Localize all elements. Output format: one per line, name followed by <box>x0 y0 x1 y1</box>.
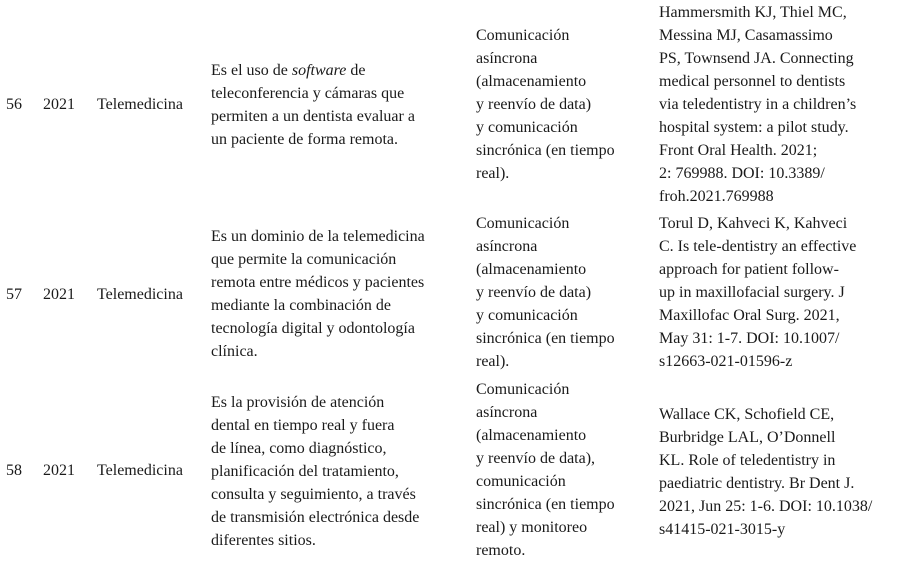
row-year: 2021 <box>43 96 75 113</box>
definition-line: dental en tiempo real y fuera <box>211 417 395 434</box>
definition-line: Es la provisión de atención <box>211 394 385 411</box>
definition-line: planificación del tratamiento, <box>211 463 399 480</box>
reference-line: Wallace CK, Schofield CE, <box>659 406 835 423</box>
reference-line: PS, Townsend JA. Connecting <box>659 50 854 67</box>
type-line: y reenvío de data) <box>476 284 592 301</box>
definition-line: tecnología digital y odontología <box>211 320 415 337</box>
row-number: 56 <box>6 96 22 113</box>
type-line: remoto. <box>476 542 526 559</box>
row-year: 2021 <box>43 462 75 479</box>
type-line: y comunicación <box>476 307 578 324</box>
type-line: (almacenamiento <box>476 73 587 90</box>
definition-line: que permite la comunicación <box>211 251 397 268</box>
reference-line: via teledentistry in a children’s <box>659 96 857 113</box>
reference-line: C. Is tele-dentistry an effective <box>659 238 857 255</box>
row-communication-type <box>476 378 615 562</box>
definition-line: permiten a un dentista evaluar a <box>211 108 415 125</box>
type-line: real). <box>476 165 510 182</box>
reference-line: s12663-021-01596-z <box>659 353 793 370</box>
row-communication-type <box>476 212 615 373</box>
type-line: y comunicación <box>476 119 578 136</box>
reference-line: 2: 769988. DOI: 10.3389/ <box>659 165 825 182</box>
table-row <box>0 0 922 208</box>
type-line: Comunicación <box>476 381 570 398</box>
reference-line: paediatric dentistry. Br Dent J. <box>659 475 855 492</box>
reference-line: Maxillofac Oral Surg. 2021, <box>659 307 840 324</box>
type-line: asíncrona <box>476 404 538 421</box>
row-term: Telemedicina <box>97 286 183 303</box>
type-line: real) y monitoreo <box>476 519 588 536</box>
reference-line: froh.2021.769988 <box>659 188 774 205</box>
definition-line: teleconferencia y cámaras que <box>211 85 405 102</box>
type-line: sincrónica (en tiempo <box>476 330 615 347</box>
definition-line: mediante la combinación de <box>211 297 391 314</box>
row-term: Telemedicina <box>97 96 183 113</box>
definition-line: clínica. <box>211 343 258 360</box>
type-line: y reenvío de data) <box>476 96 592 113</box>
row-reference <box>659 212 856 373</box>
type-line: (almacenamiento <box>476 261 587 278</box>
definition-line: de transmisión electrónica desde <box>211 509 420 526</box>
definition-line: Es un dominio de la telemedicina <box>211 228 425 245</box>
type-line: sincrónica (en tiempo <box>476 496 615 513</box>
type-line: Comunicación <box>476 27 570 44</box>
row-communication-type <box>476 24 615 185</box>
table-row <box>0 378 922 562</box>
reference-line: hospital system: a pilot study. <box>659 119 849 136</box>
reference-line: Messina MJ, Casamassimo <box>659 27 833 44</box>
row-reference <box>659 1 856 208</box>
definition-line: de línea, como diagnóstico, <box>211 440 387 457</box>
type-line: Comunicación <box>476 215 570 232</box>
reference-line: Torul D, Kahveci K, Kahveci <box>659 215 848 232</box>
type-line: (almacenamiento <box>476 427 587 444</box>
row-number: 58 <box>6 462 22 479</box>
type-line: comunicación <box>476 473 566 490</box>
definition-line: un paciente de forma remota. <box>211 131 399 148</box>
reference-line: Front Oral Health. 2021; <box>659 142 818 159</box>
definition-line: diferentes sitios. <box>211 532 316 549</box>
row-reference <box>659 403 872 541</box>
row-number: 57 <box>6 286 22 303</box>
reference-line: medical personnel to dentists <box>659 73 846 90</box>
row-definition <box>211 225 425 363</box>
definition-line: consulta y seguimiento, a través <box>211 486 416 503</box>
reference-line: 2021, Jun 25: 1-6. DOI: 10.1038/ <box>659 498 873 515</box>
row-year: 2021 <box>43 286 75 303</box>
reference-line: KL. Role of teledentistry in <box>659 452 836 469</box>
reference-line: up in maxillofacial surgery. J <box>659 284 845 301</box>
reference-line: Burbridge LAL, O’Donnell <box>659 429 836 446</box>
reference-line: approach for patient follow- <box>659 261 839 278</box>
definition-line: Es el uso de software de <box>211 62 366 79</box>
row-definition <box>211 391 419 552</box>
reference-line: May 31: 1-7. DOI: 10.1007/ <box>659 330 840 347</box>
row-term: Telemedicina <box>97 462 183 479</box>
definition-line: remota entre médicos y pacientes <box>211 274 425 291</box>
type-line: sincrónica (en tiempo <box>476 142 615 159</box>
table-row <box>0 212 922 376</box>
reference-line: Hammersmith KJ, Thiel MC, <box>659 4 847 21</box>
type-line: asíncrona <box>476 50 538 67</box>
type-line: real). <box>476 353 510 370</box>
row-definition <box>211 59 415 151</box>
type-line: asíncrona <box>476 238 538 255</box>
type-line: y reenvío de data), <box>476 450 596 467</box>
reference-line: s41415-021-3015-y <box>659 521 786 538</box>
